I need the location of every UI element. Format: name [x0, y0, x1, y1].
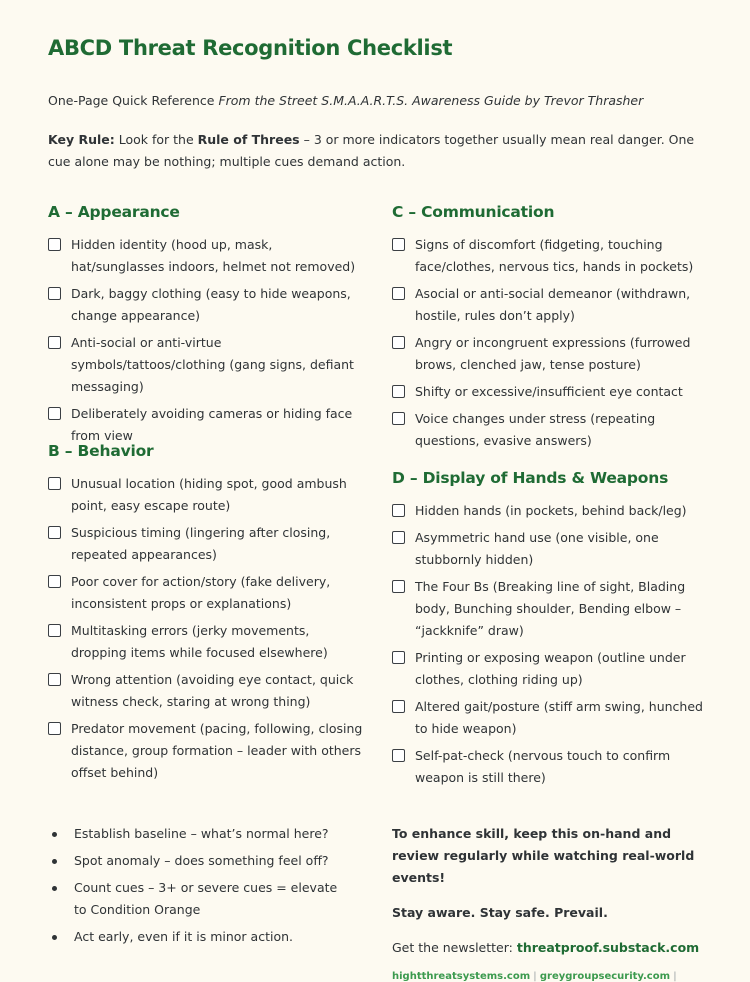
list-item: [48, 850, 348, 872]
checkbox-icon[interactable]: [392, 287, 405, 300]
link-separator: |: [670, 971, 677, 982]
checkbox-icon[interactable]: [48, 673, 61, 686]
section-communication: [392, 203, 712, 457]
bullet-text: Establish baseline – what’s normal here?: [74, 826, 329, 841]
checklist-item[interactable]: [48, 669, 368, 713]
item-label: Hidden identity (hood up, mask, hat/sunglasses indoors, helmet not removed): [71, 237, 356, 274]
action-steps-list: [48, 823, 348, 953]
checkbox-icon[interactable]: [48, 407, 61, 420]
checkbox-icon[interactable]: [48, 722, 61, 735]
checkbox-icon[interactable]: [48, 575, 61, 588]
section-display-hands-weapons: [392, 469, 712, 794]
section-heading-display: D – Display of Hands & Weapons: [392, 469, 669, 487]
list-item: [48, 926, 348, 948]
key-rule-label: Key Rule:: [48, 132, 115, 147]
section-heading-communication: C – Communication: [392, 203, 555, 221]
checkbox-icon[interactable]: [392, 504, 405, 517]
item-label: Poor cover for action/story (fake delivery, inconsistent props or explanations): [71, 574, 331, 611]
subtitle-plain: One-Page Quick Reference: [48, 93, 219, 108]
subtitle: [48, 93, 643, 108]
bullet-text: Spot anomaly – does something feel off?: [74, 853, 329, 868]
item-label: Voice changes under stress (repeating questions, evasive answers): [415, 411, 656, 448]
checklist-item[interactable]: [48, 403, 368, 447]
checkbox-icon[interactable]: [392, 580, 405, 593]
newsletter-line: [392, 937, 712, 959]
checkbox-icon[interactable]: [48, 624, 61, 637]
item-label: Dark, baggy clothing (easy to hide weapons, change appearance): [71, 286, 351, 323]
bullet-icon: [52, 859, 57, 864]
item-label: Asymmetric hand use (one visible, one stubbornly hidden): [415, 530, 659, 567]
checklist-item[interactable]: [48, 522, 368, 566]
checklist-item[interactable]: [392, 527, 712, 571]
item-label: The Four Bs (Breaking line of sight, Blading body, Bunching shoulder, Bending elbow – “jackknife” draw): [415, 579, 686, 638]
checklist-item[interactable]: [392, 500, 712, 522]
checklist-item[interactable]: [48, 620, 368, 664]
checklist-item[interactable]: [392, 647, 712, 691]
checklist-item[interactable]: [48, 283, 368, 327]
item-label: Predator movement (pacing, following, closing distance, group formation – leader with others offset behind): [71, 721, 363, 780]
checkbox-icon[interactable]: [48, 526, 61, 539]
enhance-note: To enhance skill, keep this on-hand and review regularly while watching real-world events!: [392, 826, 695, 885]
section-appearance: [48, 203, 368, 452]
page-title: ABCD Threat Recognition Checklist: [48, 36, 453, 60]
checklist-item[interactable]: [392, 381, 712, 403]
item-label: Hidden hands (in pockets, behind back/leg): [415, 503, 687, 518]
checklist-item[interactable]: [392, 745, 712, 789]
checklist-item[interactable]: [48, 473, 368, 517]
subtitle-source: From the Street S.M.A.A.R.T.S. Awareness Guide by Trevor Thrasher: [218, 93, 644, 108]
newsletter-link[interactable]: threatproof.substack.com: [516, 940, 700, 955]
checkbox-icon[interactable]: [392, 238, 405, 251]
checklist-item[interactable]: [48, 234, 368, 278]
bullet-icon: [52, 935, 57, 940]
checkbox-icon[interactable]: [392, 412, 405, 425]
key-rule: [48, 129, 698, 173]
website-link-greygroup[interactable]: greygroupsecurity.com: [539, 971, 671, 982]
section-heading-behavior: B – Behavior: [48, 442, 154, 460]
key-rule-post: – 3 or more indicators together usually mean real danger. One cue alone may be nothing; multiple cues demand action.: [48, 132, 695, 169]
checkbox-icon[interactable]: [48, 238, 61, 251]
item-label: Unusual location (hiding spot, good ambush point, easy escape route): [71, 476, 347, 513]
section-behavior: [48, 442, 368, 789]
checkbox-icon[interactable]: [48, 477, 61, 490]
checklist-item[interactable]: [392, 408, 712, 452]
checkbox-icon[interactable]: [392, 700, 405, 713]
item-label: Asocial or anti-social demeanor (withdrawn, hostile, rules don’t apply): [415, 286, 691, 323]
bullet-icon: [52, 886, 57, 891]
list-item: [48, 877, 348, 921]
checklist-item[interactable]: [392, 576, 712, 642]
tagline: Stay aware. Stay safe. Prevail.: [392, 905, 608, 920]
item-label: Multitasking errors (jerky movements, dropping items while focused elsewhere): [71, 623, 328, 660]
item-label: Altered gait/posture (stiff arm swing, hunched to hide weapon): [415, 699, 703, 736]
bullet-text: Act early, even if it is minor action.: [74, 929, 293, 944]
checklist-item[interactable]: [392, 696, 712, 740]
checkbox-icon[interactable]: [48, 287, 61, 300]
bullet-icon: [52, 832, 57, 837]
item-label: Signs of discomfort (fidgeting, touching face/clothes, nervous tics, hands in pockets): [415, 237, 694, 274]
item-label: Shifty or excessive/insufficient eye contact: [415, 384, 683, 399]
checkbox-icon[interactable]: [392, 385, 405, 398]
checkbox-icon[interactable]: [392, 336, 405, 349]
checklist-item[interactable]: [48, 332, 368, 398]
list-item: [48, 823, 348, 845]
checklist-item[interactable]: [48, 571, 368, 615]
key-rule-pre: Look for the: [114, 132, 198, 147]
link-separator: |: [530, 971, 540, 982]
checklist-item[interactable]: [392, 283, 712, 327]
section-heading-appearance: A – Appearance: [48, 203, 180, 221]
item-label: Self-pat-check (nervous touch to confirm weapon is still there): [415, 748, 671, 785]
item-label: Wrong attention (avoiding eye contact, quick witness check, staring at wrong thing): [71, 672, 354, 709]
checkbox-icon[interactable]: [392, 651, 405, 664]
key-rule-bold: Rule of Threes: [197, 132, 300, 147]
bullet-text: Count cues – 3+ or severe cues = elevate to Condition Orange: [74, 880, 338, 917]
website-links: [392, 971, 712, 982]
item-label: Angry or incongruent expressions (furrowed brows, clenched jaw, tense posture): [415, 335, 691, 372]
checklist-item[interactable]: [392, 332, 712, 376]
checklist-item[interactable]: [48, 718, 368, 784]
checkbox-icon[interactable]: [392, 749, 405, 762]
item-label: Deliberately avoiding cameras or hiding face from view: [71, 406, 353, 443]
checkbox-icon[interactable]: [392, 531, 405, 544]
checkbox-icon[interactable]: [48, 336, 61, 349]
item-label: Suspicious timing (lingering after closing, repeated appearances): [71, 525, 331, 562]
website-link-hightthreat[interactable]: hightthreatsystems.com: [392, 971, 531, 982]
newsletter-label: Get the newsletter:: [392, 940, 517, 955]
item-label: Printing or exposing weapon (outline under clothes, clothing riding up): [415, 650, 686, 687]
checklist-item[interactable]: [392, 234, 712, 278]
item-label: Anti-social or anti-virtue symbols/tattoos/clothing (gang signs, defiant messaging): [71, 335, 354, 394]
footer: [392, 823, 712, 982]
